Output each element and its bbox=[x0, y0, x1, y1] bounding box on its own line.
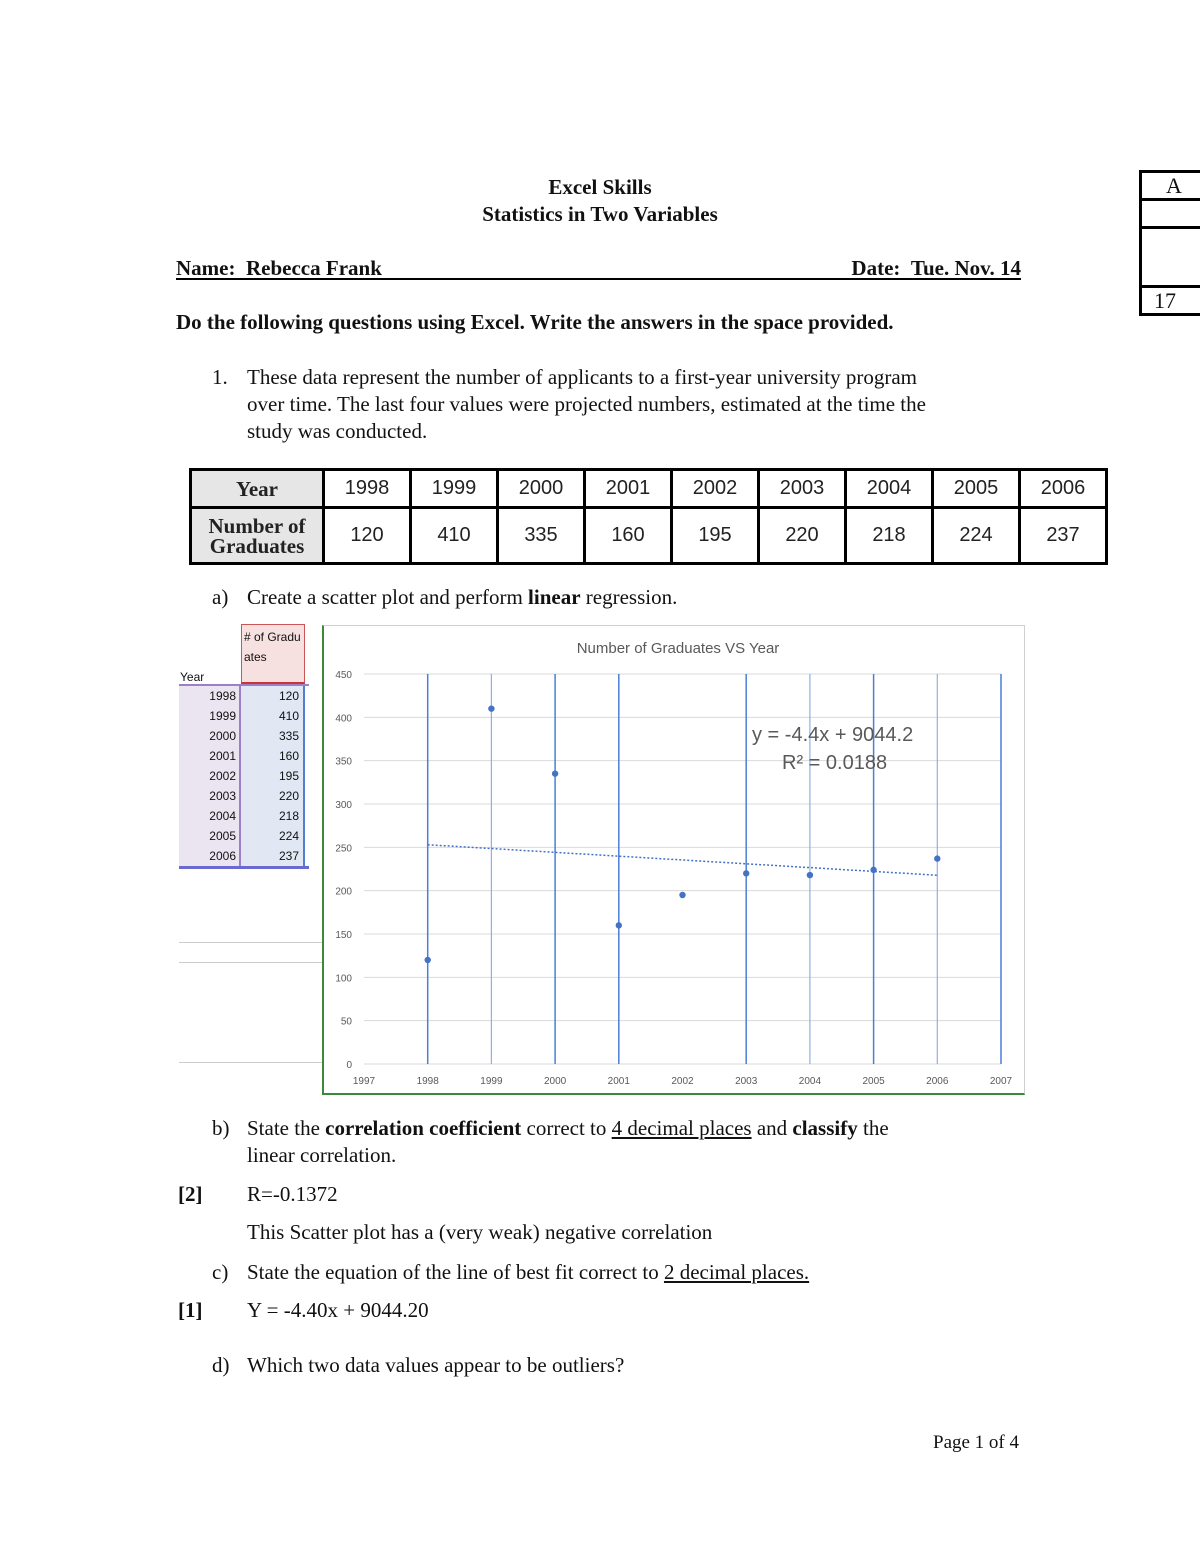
scatter-chart[interactable] bbox=[322, 625, 1025, 1095]
sheet-year[interactable]: 1998 bbox=[179, 686, 241, 706]
sheet-value[interactable]: 220 bbox=[241, 786, 305, 806]
value-cell: 335 bbox=[498, 508, 585, 564]
part-b-marks: [2] bbox=[178, 1182, 203, 1206]
graduates-header: Number of Graduates bbox=[191, 508, 324, 564]
chart-svg bbox=[324, 626, 1024, 1092]
y-tick-label: 300 bbox=[335, 800, 352, 811]
data-point bbox=[616, 922, 622, 928]
x-tick-label: 2002 bbox=[671, 1076, 694, 1087]
sheet-year[interactable]: 2003 bbox=[179, 786, 241, 806]
sheet-rows bbox=[179, 684, 309, 869]
sheet-year[interactable]: 2005 bbox=[179, 826, 241, 846]
sheet-value[interactable]: 120 bbox=[241, 686, 305, 706]
q1-number: 1. bbox=[212, 365, 228, 389]
sheet-value-header: # of Graduates bbox=[241, 624, 305, 684]
value-cell: 218 bbox=[846, 508, 933, 564]
q1-line-2: over time. The last four values were projected numbers, estimated at the time the bbox=[247, 392, 926, 416]
part-b-letter: b) bbox=[212, 1116, 230, 1140]
part-b-line2: linear correlation. bbox=[247, 1143, 397, 1167]
value-cell: 410 bbox=[411, 508, 498, 564]
date-label: Date: bbox=[851, 256, 901, 280]
sheet-year[interactable]: 2006 bbox=[179, 846, 241, 866]
y-tick-label: 250 bbox=[335, 843, 352, 855]
spreadsheet-snippet bbox=[179, 624, 309, 869]
sheet-row[interactable] bbox=[179, 686, 309, 706]
r-squared-label: R² = 0.0188 bbox=[782, 752, 888, 774]
y-tick-label: 150 bbox=[335, 930, 352, 941]
year-cell: 2004 bbox=[846, 470, 933, 508]
x-tick-label: 1998 bbox=[416, 1076, 439, 1087]
table-row-year bbox=[191, 470, 1107, 508]
instructions: Do the following questions using Excel. Write the answers in the space provided. bbox=[176, 310, 894, 334]
data-table bbox=[189, 468, 1108, 565]
grade-blank-2 bbox=[1142, 229, 1200, 288]
part-b-text: State the correlation coefficient correct to 4 decimal places and classify the bbox=[247, 1116, 889, 1140]
year-cell: 2006 bbox=[1020, 470, 1107, 508]
value-cell: 220 bbox=[759, 508, 846, 564]
year-cell: 1998 bbox=[324, 470, 411, 508]
year-cell: 2003 bbox=[759, 470, 846, 508]
data-point bbox=[807, 872, 813, 878]
part-a-pre: Create a scatter plot and perform bbox=[247, 585, 529, 609]
x-tick-label: 1997 bbox=[352, 1076, 376, 1087]
name-date-line bbox=[176, 256, 1021, 280]
sheet-value[interactable]: 218 bbox=[241, 806, 305, 826]
x-tick-label: 2007 bbox=[989, 1076, 1013, 1087]
part-c-answer: Y = -4.40x + 9044.20 bbox=[247, 1298, 429, 1322]
y-tick-label: 50 bbox=[340, 1016, 352, 1028]
date-value: Tue. Nov. 14 bbox=[910, 256, 1021, 280]
part-a-text bbox=[247, 585, 677, 610]
year-cell: 2005 bbox=[933, 470, 1020, 508]
sheet-year-header-cell bbox=[179, 624, 241, 684]
sheet-year[interactable]: 1999 bbox=[179, 706, 241, 726]
x-tick-label: 2005 bbox=[862, 1076, 885, 1087]
year-cell: 2001 bbox=[585, 470, 672, 508]
year-cell: 1999 bbox=[411, 470, 498, 508]
part-a-letter: a) bbox=[212, 585, 229, 609]
table-row-graduates bbox=[191, 508, 1107, 564]
part-b-answer-r: R=-0.1372 bbox=[247, 1182, 338, 1206]
x-tick-label: 2003 bbox=[735, 1076, 758, 1087]
sheet-value[interactable]: 335 bbox=[241, 726, 305, 746]
part-c-marks: [1] bbox=[178, 1298, 203, 1322]
part-d-letter: d) bbox=[212, 1353, 230, 1377]
sheet-row[interactable] bbox=[179, 826, 309, 846]
data-point bbox=[679, 892, 685, 898]
grade-score: 17 bbox=[1142, 288, 1200, 316]
part-a-post: regression. bbox=[580, 585, 678, 609]
q1-line-3: study was conducted. bbox=[247, 419, 428, 443]
x-tick-label: 1999 bbox=[480, 1076, 503, 1087]
grade-level: A bbox=[1142, 170, 1200, 201]
sheet-row[interactable] bbox=[179, 786, 309, 806]
sheet-row[interactable] bbox=[179, 846, 309, 866]
value-cell: 224 bbox=[933, 508, 1020, 564]
sheet-year[interactable]: 2001 bbox=[179, 746, 241, 766]
x-tick-label: 2000 bbox=[543, 1076, 567, 1087]
part-c-letter: c) bbox=[212, 1260, 229, 1284]
page-number: Page 1 of 4 bbox=[933, 1432, 1020, 1453]
data-point bbox=[743, 870, 749, 876]
year-cell: 2002 bbox=[672, 470, 759, 508]
y-tick-label: 100 bbox=[335, 973, 352, 985]
y-tick-label: 200 bbox=[335, 886, 352, 898]
value-cell: 160 bbox=[585, 508, 672, 564]
sheet-year[interactable]: 2004 bbox=[179, 806, 241, 826]
sheet-row[interactable] bbox=[179, 706, 309, 726]
value-cell: 120 bbox=[324, 508, 411, 564]
value-cell: 195 bbox=[672, 508, 759, 564]
y-tick-label: 400 bbox=[335, 713, 352, 725]
trendline bbox=[428, 845, 938, 876]
data-point bbox=[870, 867, 876, 873]
chart-title: Number of Graduates VS Year bbox=[576, 640, 780, 657]
part-d-text: Which two data values appear to be outliers? bbox=[247, 1353, 625, 1377]
sheet-value[interactable]: 195 bbox=[241, 766, 305, 786]
trendline-equation: y = -4.4x + 9044.2 bbox=[752, 724, 914, 746]
sheet-row[interactable] bbox=[179, 746, 309, 766]
y-tick-label: 350 bbox=[335, 756, 352, 768]
part-b-answer-class: This Scatter plot has a (very weak) negative correlation bbox=[247, 1220, 713, 1244]
data-point bbox=[425, 957, 431, 963]
data-point bbox=[552, 770, 558, 776]
y-tick-label: 450 bbox=[335, 670, 352, 681]
data-point bbox=[488, 705, 494, 711]
x-tick-label: 2006 bbox=[926, 1076, 949, 1087]
grade-blank bbox=[1142, 201, 1200, 229]
sheet-year-header: Year bbox=[180, 670, 205, 684]
part-a-bold: linear bbox=[528, 585, 581, 609]
data-point bbox=[934, 855, 940, 861]
sheet-row[interactable] bbox=[179, 726, 309, 746]
y-tick-label: 0 bbox=[346, 1060, 352, 1071]
sheet-value[interactable]: 160 bbox=[241, 746, 305, 766]
sheet-row[interactable] bbox=[179, 806, 309, 826]
sheet-value[interactable]: 410 bbox=[241, 706, 305, 726]
grade-box bbox=[1139, 170, 1200, 316]
x-tick-label: 2004 bbox=[798, 1076, 822, 1087]
q1-line-1: These data represent the number of applicants to a first-year university program bbox=[247, 365, 918, 389]
doc-title: Excel Skills bbox=[548, 175, 652, 199]
sheet-value[interactable]: 237 bbox=[241, 846, 305, 866]
sheet-year[interactable]: 2000 bbox=[179, 726, 241, 746]
year-header: Year bbox=[191, 470, 324, 508]
name-label: Name: bbox=[176, 256, 236, 280]
year-cell: 2000 bbox=[498, 470, 585, 508]
sheet-value[interactable]: 224 bbox=[241, 826, 305, 846]
value-cell: 237 bbox=[1020, 508, 1107, 564]
sheet-year[interactable]: 2002 bbox=[179, 766, 241, 786]
part-c-text: State the equation of the line of best fit correct to 2 decimal places. bbox=[247, 1260, 810, 1284]
sheet-row[interactable] bbox=[179, 766, 309, 786]
doc-subtitle: Statistics in Two Variables bbox=[482, 202, 718, 226]
name-value: Rebecca Frank bbox=[245, 256, 382, 280]
x-tick-label: 2001 bbox=[607, 1076, 630, 1087]
